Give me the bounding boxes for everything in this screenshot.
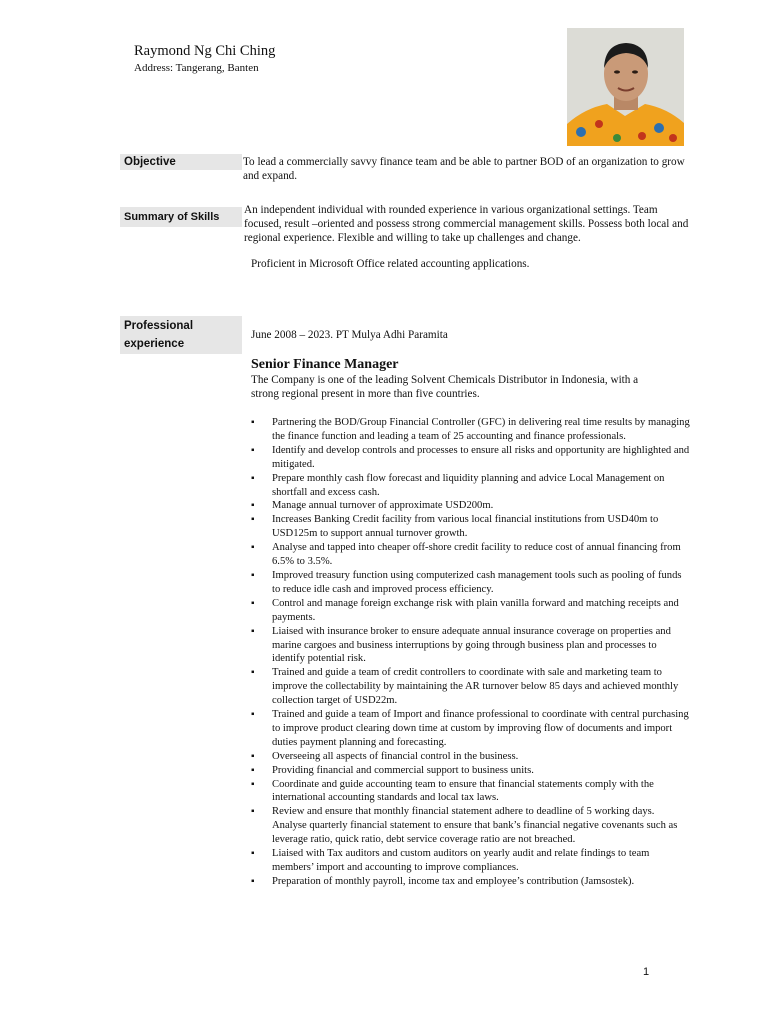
list-item: ▪ Improved treasury function using computerized cash management tools such as pooling of funds to reduce idle cash and improved process efficiency. bbox=[251, 569, 691, 597]
candidate-name: Raymond Ng Chi Ching bbox=[134, 43, 276, 59]
list-item: ▪ Prepare monthly cash flow forecast and liquidity planning and advice Local Management on shortfall and excess cash. bbox=[251, 472, 691, 500]
list-item: ▪ Overseeing all aspects of financial control in the business. bbox=[251, 750, 691, 764]
list-item: ▪ Trained and guide a team of Import and finance professional to coordinate with central purchasing to improve product clearing down time at custom by improving flow of documents and import duties payment planning and forecasting. bbox=[251, 708, 691, 750]
list-item: ▪ Identify and develop controls and processes to ensure all risks and opportunity are highlighted and mitigated. bbox=[251, 444, 691, 472]
skills-label: Summary of Skills bbox=[120, 207, 242, 227]
list-item: ▪ Control and manage foreign exchange risk with plain vanilla forward and matching receipts and payments. bbox=[251, 597, 691, 625]
page-number: 1 bbox=[643, 966, 650, 978]
objective-text: To lead a commercially savvy finance team and be able to partner BOD of an organization to grow and expand. bbox=[243, 156, 685, 182]
responsibilities-list bbox=[251, 416, 691, 889]
profile-photo bbox=[567, 28, 684, 146]
list-item: ▪ Manage annual turnover of approximate USD200m. bbox=[251, 499, 691, 513]
company-description: The Company is one of the leading Solvent Chemicals Distributor in Indonesia, with a strong regional present in more than five countries. bbox=[251, 374, 639, 400]
skills-text-office: Proficient in Microsoft Office related accounting applications. bbox=[251, 258, 530, 270]
job-title: Senior Finance Manager bbox=[251, 357, 399, 372]
list-item: ▪ Partnering the BOD/Group Financial Controller (GFC) in delivering real time results by managing the finance function and leading a team of 25 accounting and finance professionals. bbox=[251, 416, 691, 444]
list-item: ▪ Coordinate and guide accounting team to ensure that financial statements comply with the international accounting standards and local tax laws. bbox=[251, 778, 691, 806]
list-item: ▪ Review and ensure that monthly financial statement adhere to deadline of 5 working days. Analyse quarterly financial statement to ensure that bank’s financial negative covenants such as leverage ratio, quick ratio, debt service coverage ratio are not breached. bbox=[251, 805, 691, 847]
list-item: ▪ Liaised with insurance broker to ensure adequate annual insurance coverage on properties and marine cargoes and business interruptions by going through business plan and processes to identify potential risk. bbox=[251, 625, 691, 667]
experience-label: Professional experience bbox=[120, 316, 242, 354]
skills-text: An independent individual with rounded experience in various organizational settings. Team focused, result –oriented and possess strong commercial management skills. Possess both local and regional experience. Flexible and willing to take up challenges and change. bbox=[244, 204, 689, 244]
list-item: ▪ Increases Banking Credit facility from various local financial institutions from USD40m to USD125m to support annual turnover growth. bbox=[251, 513, 691, 541]
candidate-address: Address: Tangerang, Banten bbox=[134, 62, 259, 74]
list-item: ▪ Analyse and tapped into cheaper off-shore credit facility to reduce cost of annual financing from 6.5% to 3.5%. bbox=[251, 541, 691, 569]
list-item: ▪ Providing financial and commercial support to business units. bbox=[251, 764, 691, 778]
objective-label: Objective bbox=[120, 154, 242, 170]
experience-period: June 2008 – 2023. PT Mulya Adhi Paramita bbox=[251, 329, 448, 341]
portrait-image bbox=[567, 28, 684, 146]
list-item: ▪ Liaised with Tax auditors and custom auditors on yearly audit and relate findings to team members’ import and accounting to improve compliances. bbox=[251, 847, 691, 875]
list-item: ▪ Preparation of monthly payroll, income tax and employee’s contribution (Jamsostek). bbox=[251, 875, 691, 889]
list-item: ▪ Trained and guide a team of credit controllers to coordinate with sale and marketing team to improve the collectability by maintaining the AR turnover below 85 days and achieved monthly collection target of USD22m. bbox=[251, 666, 691, 708]
